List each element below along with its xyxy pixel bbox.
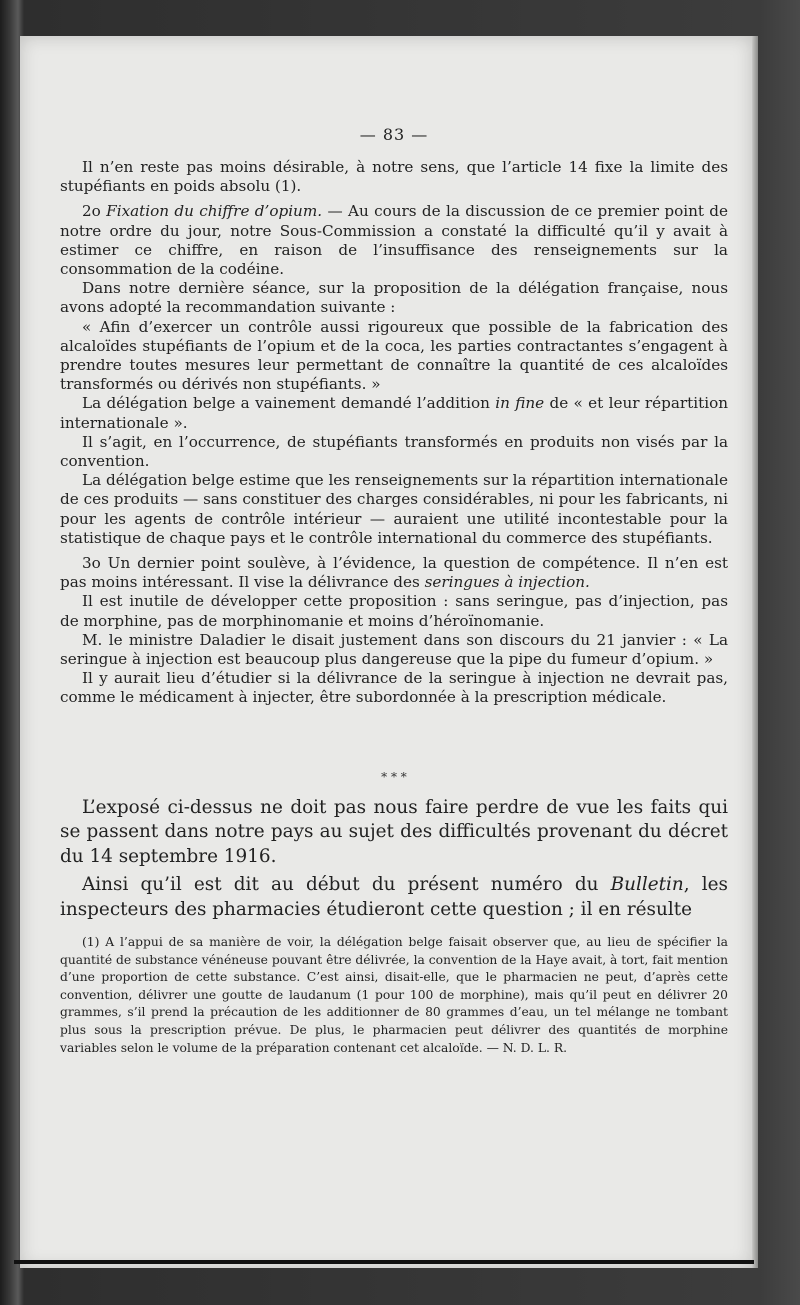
paragraph: Dans notre dernière séance, sur la proposition de la délégation française, nous avons adopté la recommandation suivante : <box>60 279 728 317</box>
paragraph: Il s’agit, en l’occurrence, de stupéfiants transformés en produits non visés par la convention. <box>60 432 728 471</box>
page-bottom-edge <box>14 1260 754 1264</box>
italic-phrase: seringues à injection. <box>424 573 590 592</box>
page-stack-edge <box>752 36 758 1268</box>
paragraph-text: 3o Un dernier point soulève, à l’évidence, la question de compétence. Il n’en est pas moins intéressant. Il vise la délivrance des <box>60 554 728 592</box>
paragraph <box>60 873 728 922</box>
paragraph: Il n’en reste pas moins désirable, à notre sens, que l’article 14 fixe la limite des stupéfiants en poids absolu (1). <box>60 158 728 196</box>
paragraph-text: de « et leur répartition internationale ». <box>60 394 728 432</box>
paragraph-text: Ainsi qu’il est dit au début du présent numéro du <box>82 874 611 896</box>
paragraph-text: , les inspecteurs des pharmacies étudieront cette question ; il en résulte <box>60 874 728 920</box>
paragraph: M. le ministre Daladier le disait justement dans son discours du 21 janvier : « La seringue à injection est beaucoup plus dangereuse que la pipe du fumeur d’opium. » <box>60 630 728 669</box>
italic-phrase: in fine <box>495 394 545 413</box>
large-body-text <box>60 796 728 922</box>
footnote <box>60 934 728 1057</box>
italic-phrase: Bulletin <box>610 874 684 896</box>
page-number: — 83 — <box>359 125 429 144</box>
body-text <box>60 158 728 708</box>
asterism: * * * <box>381 770 407 784</box>
paragraph <box>60 554 728 592</box>
paragraph: La délégation belge estime que les renseignements sur la répartition internationale de ces produits — sans constituer des charges considérables, ni pour les fabricants, ni pour les agents de contrôle intérieur — auraient une utilité incontestable pour la statistique de chaque pays et le contrôle international du commerce des stupéfiants. <box>60 471 728 547</box>
paragraph: Il y aurait lieu d’étudier si la délivrance de la seringue à injection ne devrait pas, comme le médicament à injecter, être subordonnée à la prescription médicale. <box>60 669 728 707</box>
paragraph: L’exposé ci-dessus ne doit pas nous faire perdre de vue les faits qui se passent dans notre pays au sujet des difficultés provenant du décret du 14 septembre 1916. <box>60 797 728 867</box>
paragraph-number: 2o <box>82 202 107 221</box>
quotation: « Afin d’exercer un contrôle aussi rigoureux que possible de la fabrication des alcaloïdes stupéfiants de l’opium et de la coca, les parties contractantes s’engagent à prendre toutes mesures leur permettant de connaître la quantité de ces alcaloïdes transformés ou dérivés non stupéfiants. » <box>60 317 728 394</box>
paragraph: Il est inutile de développer cette proposition : sans seringue, pas d’injection, pas de morphine, pas de morphinomanie et moins d’héroïnomanie. <box>60 592 728 630</box>
paragraph-text: — Au cours de la discussion de ce premier point de notre ordre du jour, notre Sous-Commission a constaté la difficulté qu’il y avait à estimer ce chiffre, en raison de l’insuffisance des renseignements sur la consommation de la codéine. <box>60 202 729 279</box>
section-separator <box>60 770 728 784</box>
paragraph-text: La délégation belge a vainement demandé l’addition <box>82 394 496 413</box>
section-heading: Fixation du chiffre d’opium. <box>106 202 323 221</box>
paragraph <box>60 202 728 279</box>
paragraph <box>60 394 728 432</box>
footnote-text: (1) A l’appui de sa manière de voir, la délégation belge faisait observer que, au lieu de spécifier la quantité de substance vénéneuse pouvant être délivrée, la convention de la Haye avait, à tort, fait mention d’une proportion de cette substance. C’est ainsi, disait-elle, que le pharmacien ne peut, d’après cette convention, délivrer une goutte de laudanum (1 pour 100 de morphine), mais qu’il peut en délivrer 20 grammes, s’il prend la précaution de les additionner de 80 grammes d’eau, un tel mélange ne tombant plus sous la prescription prévue. De plus, le pharmacien peut délivrer des quantités de morphine variables selon le volume de la préparation contenant cet alcaloïde. — N. D. L. R. <box>60 935 728 1055</box>
